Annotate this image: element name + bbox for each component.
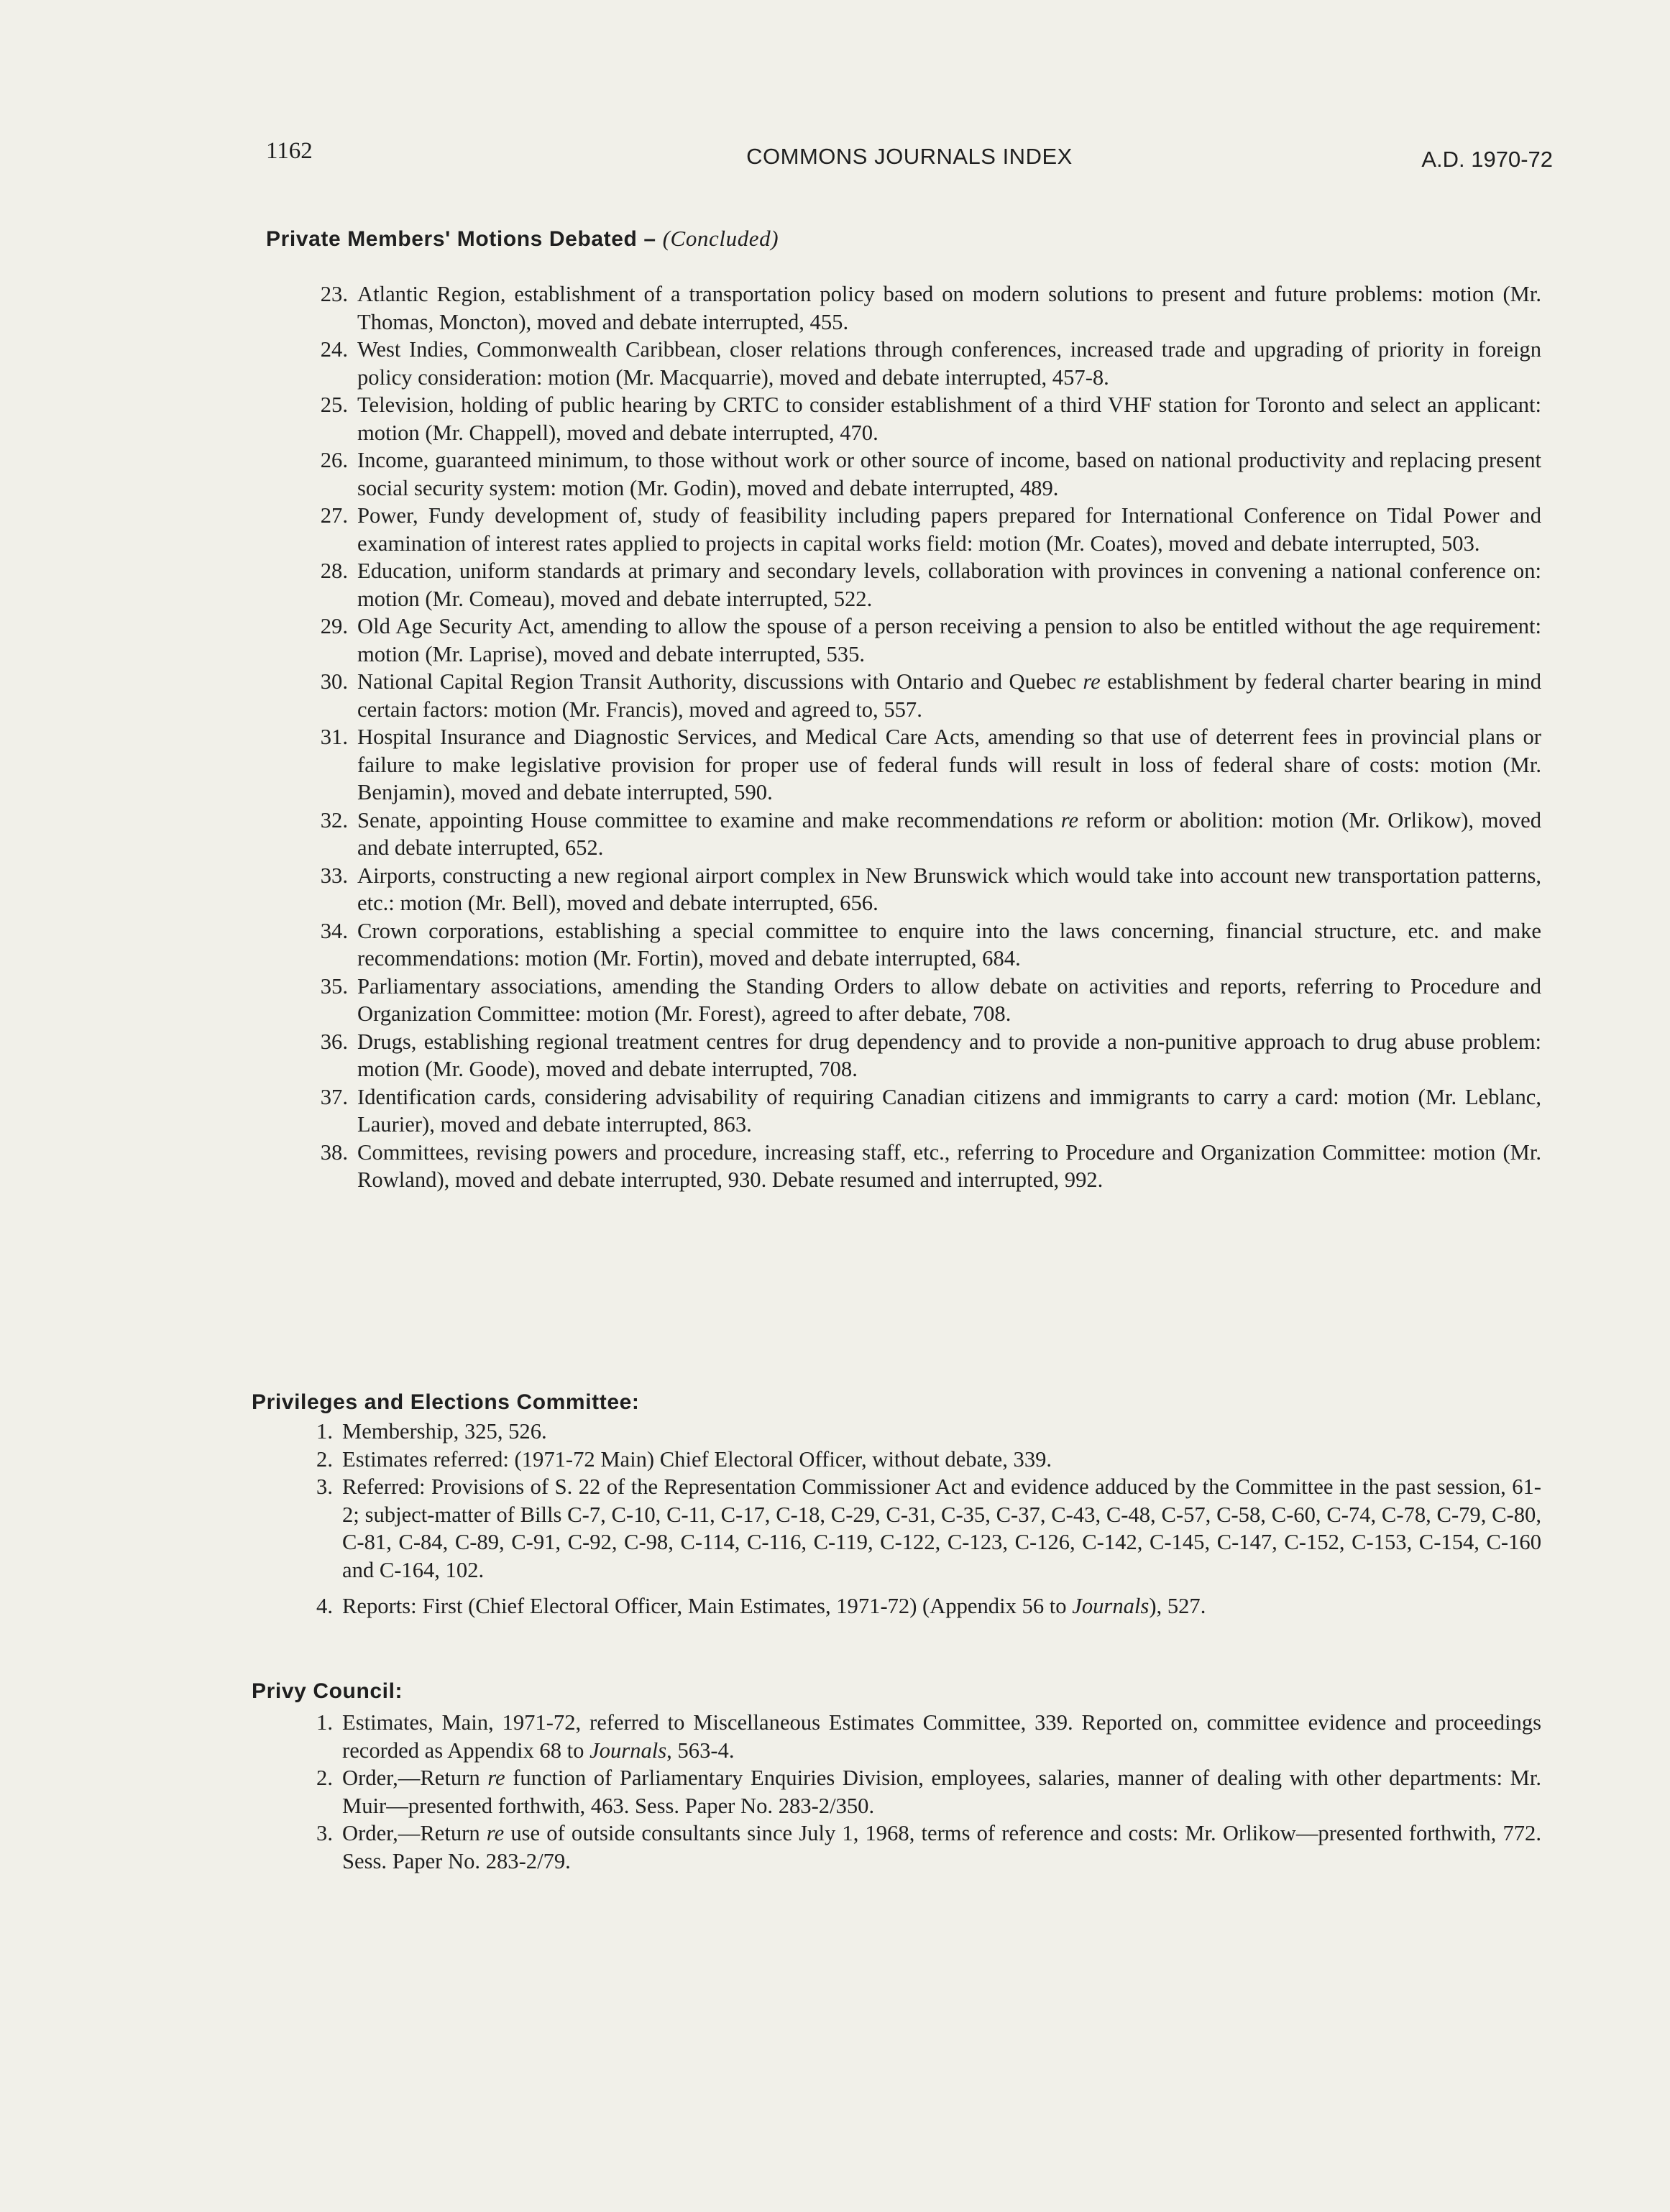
entry-text: ), 527.	[1149, 1594, 1206, 1618]
privy-council-list	[316, 1709, 1542, 1875]
entry-italic-text: re	[1060, 807, 1079, 832]
date-range: A.D. 1970-72	[1421, 147, 1553, 172]
privy-council-heading: Privy Council:	[252, 1679, 403, 1703]
entry-italic-text: Journals	[1072, 1594, 1150, 1618]
running-head	[266, 138, 1553, 174]
entry-number: 4.	[316, 1594, 333, 1618]
entry-text: Estimates, Main, 1971-72, referred to Miscellaneous Estimates Committee, 339. Reported on, committee evidence and proceedings recorded as Appendix 68 to	[342, 1710, 1541, 1763]
entry-text: Income, guaranteed minimum, to those without work or other source of income, based on national productivity and replacing present social security system: motion (Mr. Godin), moved and debate interrupted, 489.	[357, 448, 1541, 500]
entry-number: 3.	[316, 1821, 333, 1845]
index-entry	[320, 446, 1541, 502]
entry-number: 38.	[320, 1139, 348, 1165]
index-entry	[320, 973, 1541, 1028]
index-entry	[316, 1592, 1541, 1620]
entry-text: Parliamentary associations, amending the Standing Orders to allow debate on activities and reports, referring to Procedure and Organization Committee: motion (Mr. Forest), agreed to after debate, 708.	[357, 973, 1541, 1026]
index-entry	[320, 1028, 1541, 1083]
entry-number: 26.	[320, 448, 348, 472]
entry-number: 36.	[320, 1029, 348, 1054]
entry-text: Order,—Return	[342, 1766, 488, 1790]
entry-text: Power, Fundy development of, study of feasibility including papers prepared for International Conference on Tidal Power and examination of interest rates applied to projects in capital works field: motion (Mr. Coates), moved and debate interrupted, 503.	[357, 503, 1541, 556]
privileges-heading: Privileges and Elections Committee:	[252, 1390, 640, 1414]
entry-italic-text: re	[486, 1821, 505, 1845]
page-number: 1162	[266, 138, 313, 164]
entry-text: Crown corporations, establishing a special committee to enquire into the laws concerning, financial structure, etc. and make recommendations: motion (Mr. Fortin), moved and debate interrupted, 684.	[357, 918, 1541, 970]
index-entry	[320, 807, 1541, 862]
index-entry	[316, 1764, 1541, 1819]
entry-number: 28.	[320, 559, 348, 583]
entry-number: 37.	[320, 1084, 348, 1109]
section-heading-label: Private Members' Motions Debated	[266, 227, 638, 251]
entry-number: 1.	[316, 1710, 333, 1735]
index-entry	[320, 280, 1541, 336]
index-entry	[316, 1709, 1541, 1764]
private-members-heading: Private Members' Motions Debated – (Concluded)	[266, 226, 779, 251]
entry-text: West Indies, Commonwealth Caribbean, closer relations through conferences, increased trade and upgrading of priority in foreign policy consideration: motion (Mr. Macquarrie), moved and debate interrupted, 457-8.	[357, 337, 1541, 390]
entry-text: Order,—Return	[342, 1821, 487, 1845]
continued-label: (Concluded)	[662, 226, 779, 251]
index-entry	[320, 862, 1541, 917]
entry-italic-text: re	[487, 1766, 505, 1790]
entry-text: Reports: First (Chief Electoral Officer, Main Estimates, 1971-72) (Appendix 56 to	[342, 1594, 1073, 1618]
private-members-list	[320, 280, 1541, 1194]
entry-text: Airports, constructing a new regional airport complex in New Brunswick which would take into account new transportation patterns, etc.: motion (Mr. Bell), moved and debate interrupted, 656.	[357, 863, 1541, 915]
entry-text: National Capital Region Transit Authority, discussions with Ontario and Quebec	[357, 669, 1083, 694]
entry-text: Committees, revising powers and procedure, increasing staff, etc., referring to Procedure and Organization Committee: motion (Mr. Rowland), moved and debate interrupted, 930. Debate resumed and interrupted, 992.	[357, 1139, 1541, 1192]
index-entry	[320, 723, 1541, 807]
index-entry	[316, 1446, 1541, 1474]
entry-italic-text: Journals	[589, 1738, 667, 1763]
entry-number: 34.	[320, 918, 348, 943]
index-entry	[320, 391, 1541, 446]
index-entry	[320, 557, 1541, 612]
entry-text: Education, uniform standards at primary and secondary levels, collaboration with provinces in convening a national conference on: motion (Mr. Comeau), moved and debate interrupted, 522.	[357, 559, 1541, 611]
index-entry	[320, 336, 1541, 391]
entry-text: , 563-4.	[666, 1738, 735, 1763]
index-entry	[320, 668, 1541, 723]
entry-text: Old Age Security Act, amending to allow the spouse of a person receiving a pension to also be entitled without the age requirement: motion (Mr. Laprise), moved and debate interrupted, 535.	[357, 614, 1541, 666]
entry-number: 31.	[320, 725, 348, 749]
entry-number: 33.	[320, 863, 348, 888]
index-entry	[316, 1473, 1541, 1584]
journal-title: COMMONS JOURNALS INDEX	[746, 144, 1073, 169]
entry-text: Senate, appointing House committee to examine and make recommendations	[357, 807, 1061, 832]
index-entry	[320, 1083, 1541, 1139]
index-entry	[316, 1819, 1542, 1875]
entry-number: 25.	[320, 393, 348, 417]
entry-number: 2.	[316, 1766, 333, 1790]
index-entry	[320, 917, 1541, 973]
entry-text: Hospital Insurance and Diagnostic Services, and Medical Care Acts, amending so that use of deterrent fees in provincial plans or failure to make legislative provision for proper use of federal funds will result in loss of federal share of costs: motion (Mr. Benjamin), moved and debate interrupted, 590.	[357, 725, 1541, 804]
entry-number: 29.	[320, 614, 348, 638]
index-entry	[320, 502, 1541, 557]
entry-text: establishment by federal charter bearing in mind certain factors: motion (Mr. Francis), moved and agreed to, 557.	[357, 669, 1541, 722]
index-entry	[320, 612, 1541, 668]
entry-text: Identification cards, considering advisability of requiring Canadian citizens and immigrants to carry a card: motion (Mr. Leblanc, Laurier), moved and debate interrupted, 863.	[357, 1084, 1541, 1137]
entry-text: Membership, 325, 526.	[342, 1419, 547, 1444]
entry-number: 23.	[320, 282, 348, 306]
entry-number: 27.	[320, 503, 348, 528]
privileges-list	[316, 1418, 1541, 1620]
entry-text: Atlantic Region, establishment of a transportation policy based on modern solutions to present and future problems: motion (Mr. Thomas, Moncton), moved and debate interrupted, 455.	[357, 282, 1541, 334]
entry-number: 30.	[320, 669, 348, 694]
entry-number: 1.	[316, 1419, 333, 1444]
entry-text: function of Parliamentary Enquiries Division, employees, salaries, manner of dealing with other departments: Mr. Muir—presented forthwith, 463. Sess. Paper No. 283-2/350.	[342, 1766, 1541, 1818]
entry-number: 2.	[316, 1446, 333, 1472]
entry-text: Estimates referred: (1971-72 Main) Chief Electoral Officer, without debate, 339.	[342, 1446, 1052, 1472]
entry-text: Drugs, establishing regional treatment centres for drug dependency and to provide a non-punitive approach to drug abuse problem: motion (Mr. Goode), moved and debate interrupted, 708.	[357, 1029, 1541, 1081]
entry-text: reform or abolition: motion (Mr. Orlikow), moved and debate interrupted, 652.	[357, 807, 1541, 860]
entry-text: Television, holding of public hearing by CRTC to consider establishment of a third VHF station for Toronto and select an applicant: motion (Mr. Chappell), moved and debate interrupted, 470.	[357, 393, 1541, 445]
entry-number: 3.	[316, 1474, 333, 1499]
entry-italic-text: re	[1083, 669, 1101, 694]
index-entry	[316, 1418, 1541, 1446]
entry-number: 32.	[320, 807, 348, 832]
entry-number: 24.	[320, 337, 348, 362]
index-entry	[320, 1139, 1541, 1194]
entry-number: 35.	[320, 973, 348, 999]
entry-text: Referred: Provisions of S. 22 of the Representation Commissioner Act and evidence adduced by the Committee in the past session, 61-2; subject-matter of Bills C-7, C-10, C-11, C-17, C-18, C-29, C-31, C-35, C-37, C-43, C-48, C-57, C-58, C-60, C-74, C-78, C-79, C-80, C-81, C-84, C-89, C-91, C-92, C-98, C-114, C-116, C-119, C-122, C-123, C-126, C-142, C-145, C-147, C-152, C-153, C-154, C-160 and C-164, 102.	[342, 1474, 1541, 1582]
entry-text: use of outside consultants since July 1, 1968, terms of reference and costs: Mr. Orlikow—presented forthwith, 772. Sess. Paper No. 283-2/79.	[342, 1821, 1542, 1873]
